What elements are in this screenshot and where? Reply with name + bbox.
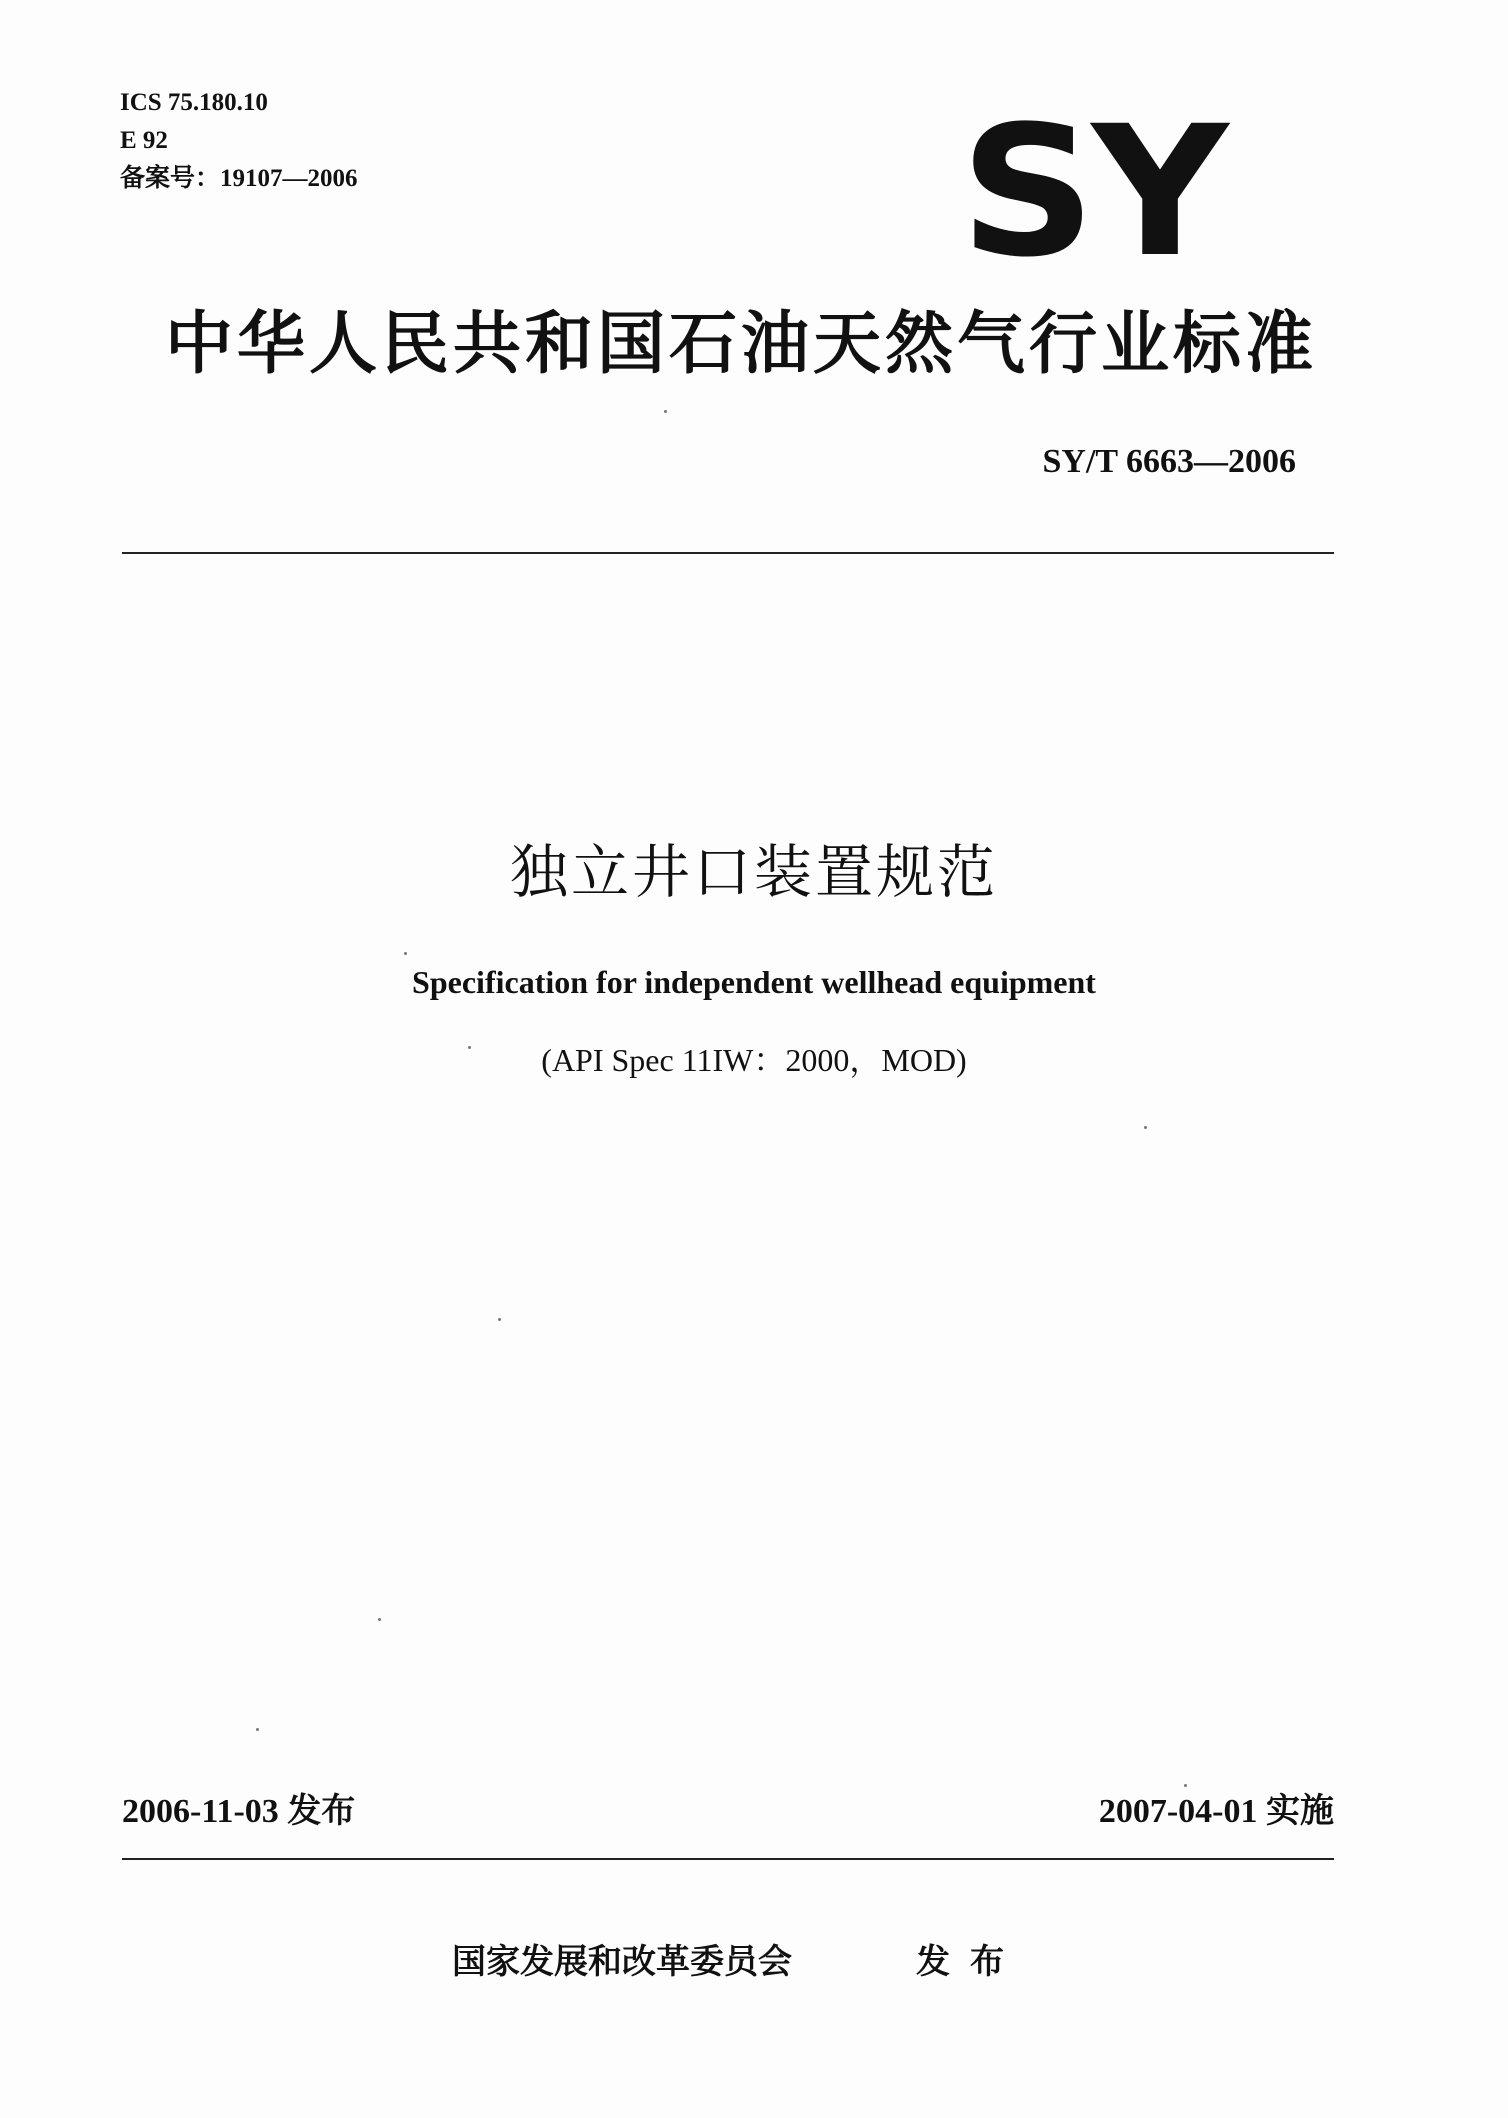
scan-speck — [468, 1046, 471, 1049]
scan-speck — [664, 410, 667, 413]
scan-speck — [498, 1318, 501, 1321]
scan-speck — [378, 1618, 381, 1621]
scan-speck — [1144, 1126, 1147, 1129]
scan-speck — [1184, 1784, 1187, 1787]
top-divider — [122, 552, 1334, 554]
publish-label: 发布 — [916, 1942, 1024, 1982]
document-title-chinese: 独立井口装置规范 — [509, 838, 998, 906]
publisher-name: 国家发展和改革委员会 — [452, 1942, 792, 1982]
issue-date: 2006-11-03 发布 — [122, 1793, 356, 1830]
standard-number: SY/T 6663—2006 — [1042, 443, 1296, 480]
scan-speck — [404, 952, 407, 955]
adoption-reference: (API Spec 11IW：2000，MOD) — [541, 1042, 967, 1078]
standard-title: 中华人民共和国石油天然气行业标准 — [165, 305, 1318, 384]
bottom-divider — [122, 1858, 1334, 1860]
classification-code: E 92 — [120, 127, 168, 154]
sy-logo: SY — [959, 88, 1225, 297]
filing-number: 备案号：19107—2006 — [120, 165, 358, 192]
ics-code: ICS 75.180.10 — [120, 89, 268, 116]
effective-date: 2007-04-01 实施 — [1098, 1793, 1334, 1830]
document-title-english: Specification for independent wellhead equipment — [412, 964, 1096, 1000]
scan-speck — [256, 1728, 259, 1731]
